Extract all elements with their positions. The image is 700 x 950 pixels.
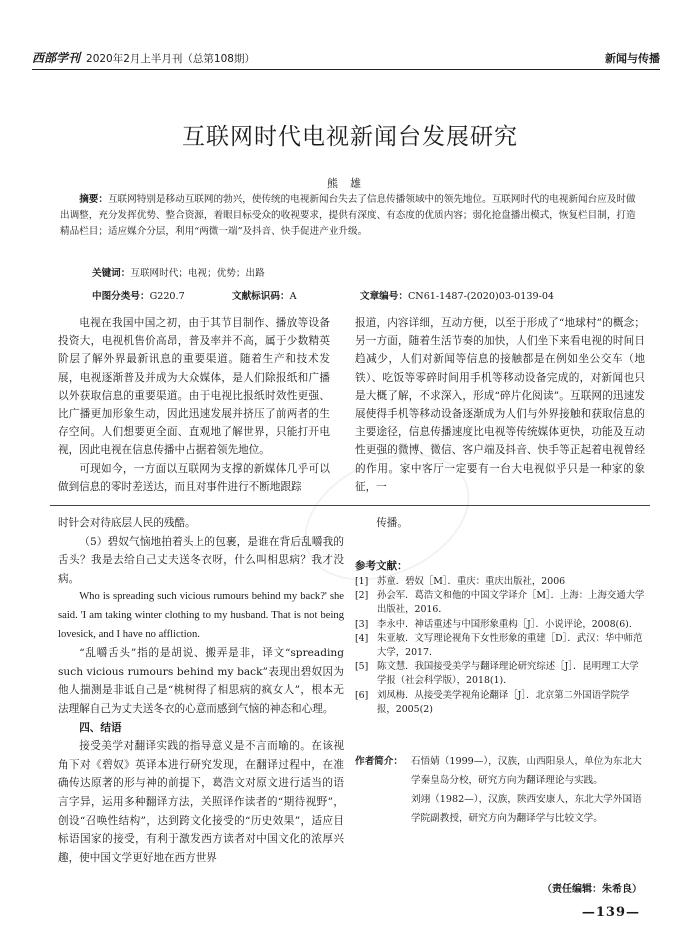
section-heading: 四、结语 (79, 721, 122, 734)
keywords (92, 265, 642, 279)
reference-number: [3] (355, 618, 369, 630)
reference-text: 孙会军．葛浩文和他的中国文学译介［M］．上海：上海交通大学出版社，2016． (377, 590, 645, 616)
reference-item (355, 689, 645, 717)
keywords-label: 关键词： (92, 268, 131, 279)
paragraph: “乱嚼舌头”指的是胡说、搬弄是非，译文“spreading such vicious rumours behind my back”表现出碧奴因为他人揣测是非诋自己是“桃树得了相思病的疯女人”，根本无法理解自己为丈夫送冬衣的心意而感到气恼的神态和心理。 (58, 647, 344, 715)
paragraph: 接受美学对翻译实践的指导意义是不言而喻的。在该视角下对《碧奴》英译本进行研究发现，在翻译过程中，在准确传达原著的形与神的前提下，葛浩文对原文进行适当的语言字异，运用多种翻译方法，关照译作读者的“期待视野”，创设“召唤性结构”，达到跨文化接受的“历史效果”，适应目标语国家的接受，有利于激发西方读者对中国文化的浓厚兴趣，使中国文学更好地在西方世界 (58, 740, 344, 864)
author-bio (355, 752, 645, 828)
author-bio-label: 作者简介： (355, 756, 403, 767)
reference-item (355, 618, 645, 632)
reference-number: [2] (355, 590, 369, 602)
reference-text: 苏童．碧奴［M］．重庆：重庆出版社，2006 (377, 576, 566, 587)
reference-item (355, 589, 645, 617)
section-name: 新闻与传播 (605, 52, 660, 65)
references-title: 参考文献： (355, 560, 408, 572)
header-left (32, 49, 255, 66)
page-number: —139— (581, 905, 640, 920)
reference-text: 陈文慧．我国接受美学与翻译理论研究综述［J］．昆明理工大学学报（社会科学版），2018(1)． (377, 661, 639, 687)
paragraph: 时针会对待底层人民的残酷。 (58, 517, 196, 529)
doc-value: A (289, 291, 297, 302)
keywords-text: 互联网时代；电视；优势；出路 (130, 268, 265, 279)
issue-info: 2020年2月上半月刊（总第108期） (86, 53, 255, 65)
article-title: 互联网时代电视新闻台发展研究 (182, 124, 518, 150)
page-divider (50, 505, 650, 506)
reference-number: [5] (355, 661, 369, 673)
author-bio-row (355, 790, 645, 828)
upper-left-column (58, 314, 330, 496)
reference-item (355, 575, 645, 589)
paragraph: 电视在我国中国之初，由于其节目制作、播放等设备投资大，电视机售价高昂，普及率并不高，属于少数精英阶层了解外界最新讯息的重要渠道。随着生产和技术发展，电视逐渐普及并成为大众媒体，是人们除报纸和广播以外获取信息的重要渠道。由于电视比报纸时效性更强、比广播更加形象生动，因此迅速发展并挤压了前两者的生存空间。人们想要更全面、直观地了解世界，只能打开电视，因此电视在信息传播中占据着领先地位。 (58, 317, 330, 457)
responsible-editor: （责任编辑：朱希良） (542, 884, 642, 895)
reference-item (355, 632, 645, 660)
paragraph: 报道，内容详细，互动方便，以至于形成了“地球村”的概念；另一方面，随着生活节奏的加快，人们坐下来看电视的时间日趋减少，人们对新闻等信息的接触都是在例如坐公交车（地铁）、吃饭等零碎时间用手机等移动设备完成的，对新闻也只是大概了解，不求深入，形成“碎片化阅读”。互联网的迅速发展使得手机等移动设备逐渐成为人们与外界接触和获取信息的主要途径，信息传播速度比电视等传统媒体更快，功能及互动性更强的微博、微信、客户端及抖音、快手等正起着电视曾经的作用。家中客厅一定要有一台大电视似乎只是一种家的象征，一 (355, 317, 645, 493)
clc-number (92, 288, 185, 302)
article-value: CN61-1487-(2020)03-0139-04 (407, 291, 555, 302)
reference-text: 李永中．神话重述与中国形象重构［J］．小说评论，2008(6)． (377, 618, 639, 630)
clc-label: 中图分类号： (92, 291, 150, 302)
author-bio-row (355, 752, 645, 790)
reference-number: [4] (355, 632, 369, 644)
author-bio-1: 石悟婧（1999—），汉族，山西阳泉人，单位为东北大学秦皇岛分校，研究方向为翻译理论与实践。 (411, 756, 642, 786)
doc-label: 文献标识码： (232, 291, 290, 302)
article-label: 文章编号： (360, 291, 408, 302)
abstract (60, 192, 642, 239)
author-bio-2: 刘翊（1982—），汉族，陕西安康人，东北大学外国语学院副教授，研究方向为翻译学与比较文学。 (411, 794, 642, 824)
article-author: 熊雄 (327, 177, 373, 190)
paragraph: （5）碧奴气恼地拍着头上的包裹，是谁在背后乱嚼我的舌头？我是去给自己丈夫送冬衣呀，什么叫相思病？我才没病。 (58, 535, 344, 585)
running-header (32, 44, 660, 70)
abstract-text: 互联网特别是移动互联网的勃兴，使传统的电视新闻台失去了信息传播领域中的领先地位。互联网时代的电视新闻台应及时做出调整，充分发挥优势、整合资源，着眼目标受众的收视要求，提供有深度、有态度的优质内容；弱化抢盘播出模式，恢复栏目制，打造精品栏目；适应媒介分层，利用“两微一端”及抖音、快手促进产业升级。 (60, 194, 636, 237)
lower-right-column (355, 514, 643, 532)
paragraph: 传播。 (376, 517, 408, 529)
article-number (360, 288, 554, 302)
reference-number: [1] (355, 576, 369, 587)
references-list (355, 575, 645, 717)
reference-item (355, 660, 645, 688)
english-translation: Who is spreading such vicious rumours behind my back?' she said. 'I am taking winter clothing to my husband. That is not being lovesick, and I have no affliction. (58, 591, 344, 640)
reference-number: [6] (355, 689, 369, 701)
upper-right-column (355, 314, 645, 496)
journal-brand: 西部学刊 (32, 51, 81, 65)
clc-value: G220.7 (149, 291, 185, 302)
doc-code (232, 288, 297, 302)
reference-text: 朱亚敏．文写理论视角下女性形象的重建［D］．武汉：华中师范大学，2017． (377, 632, 643, 659)
paragraph: 可现如今，一方面以互联网为支撑的新媒体几乎可以做到信息的零时差送达，而且对事件进行不断地跟踪 (58, 462, 330, 493)
author-bio-spacer (355, 790, 411, 828)
reference-text: 刘凤梅．从接受美学视角论翻译［J］．北京第二外国语学院学报，2005(2) (377, 689, 630, 715)
abstract-label: 摘要： (79, 194, 108, 205)
lower-left-column (58, 514, 344, 867)
